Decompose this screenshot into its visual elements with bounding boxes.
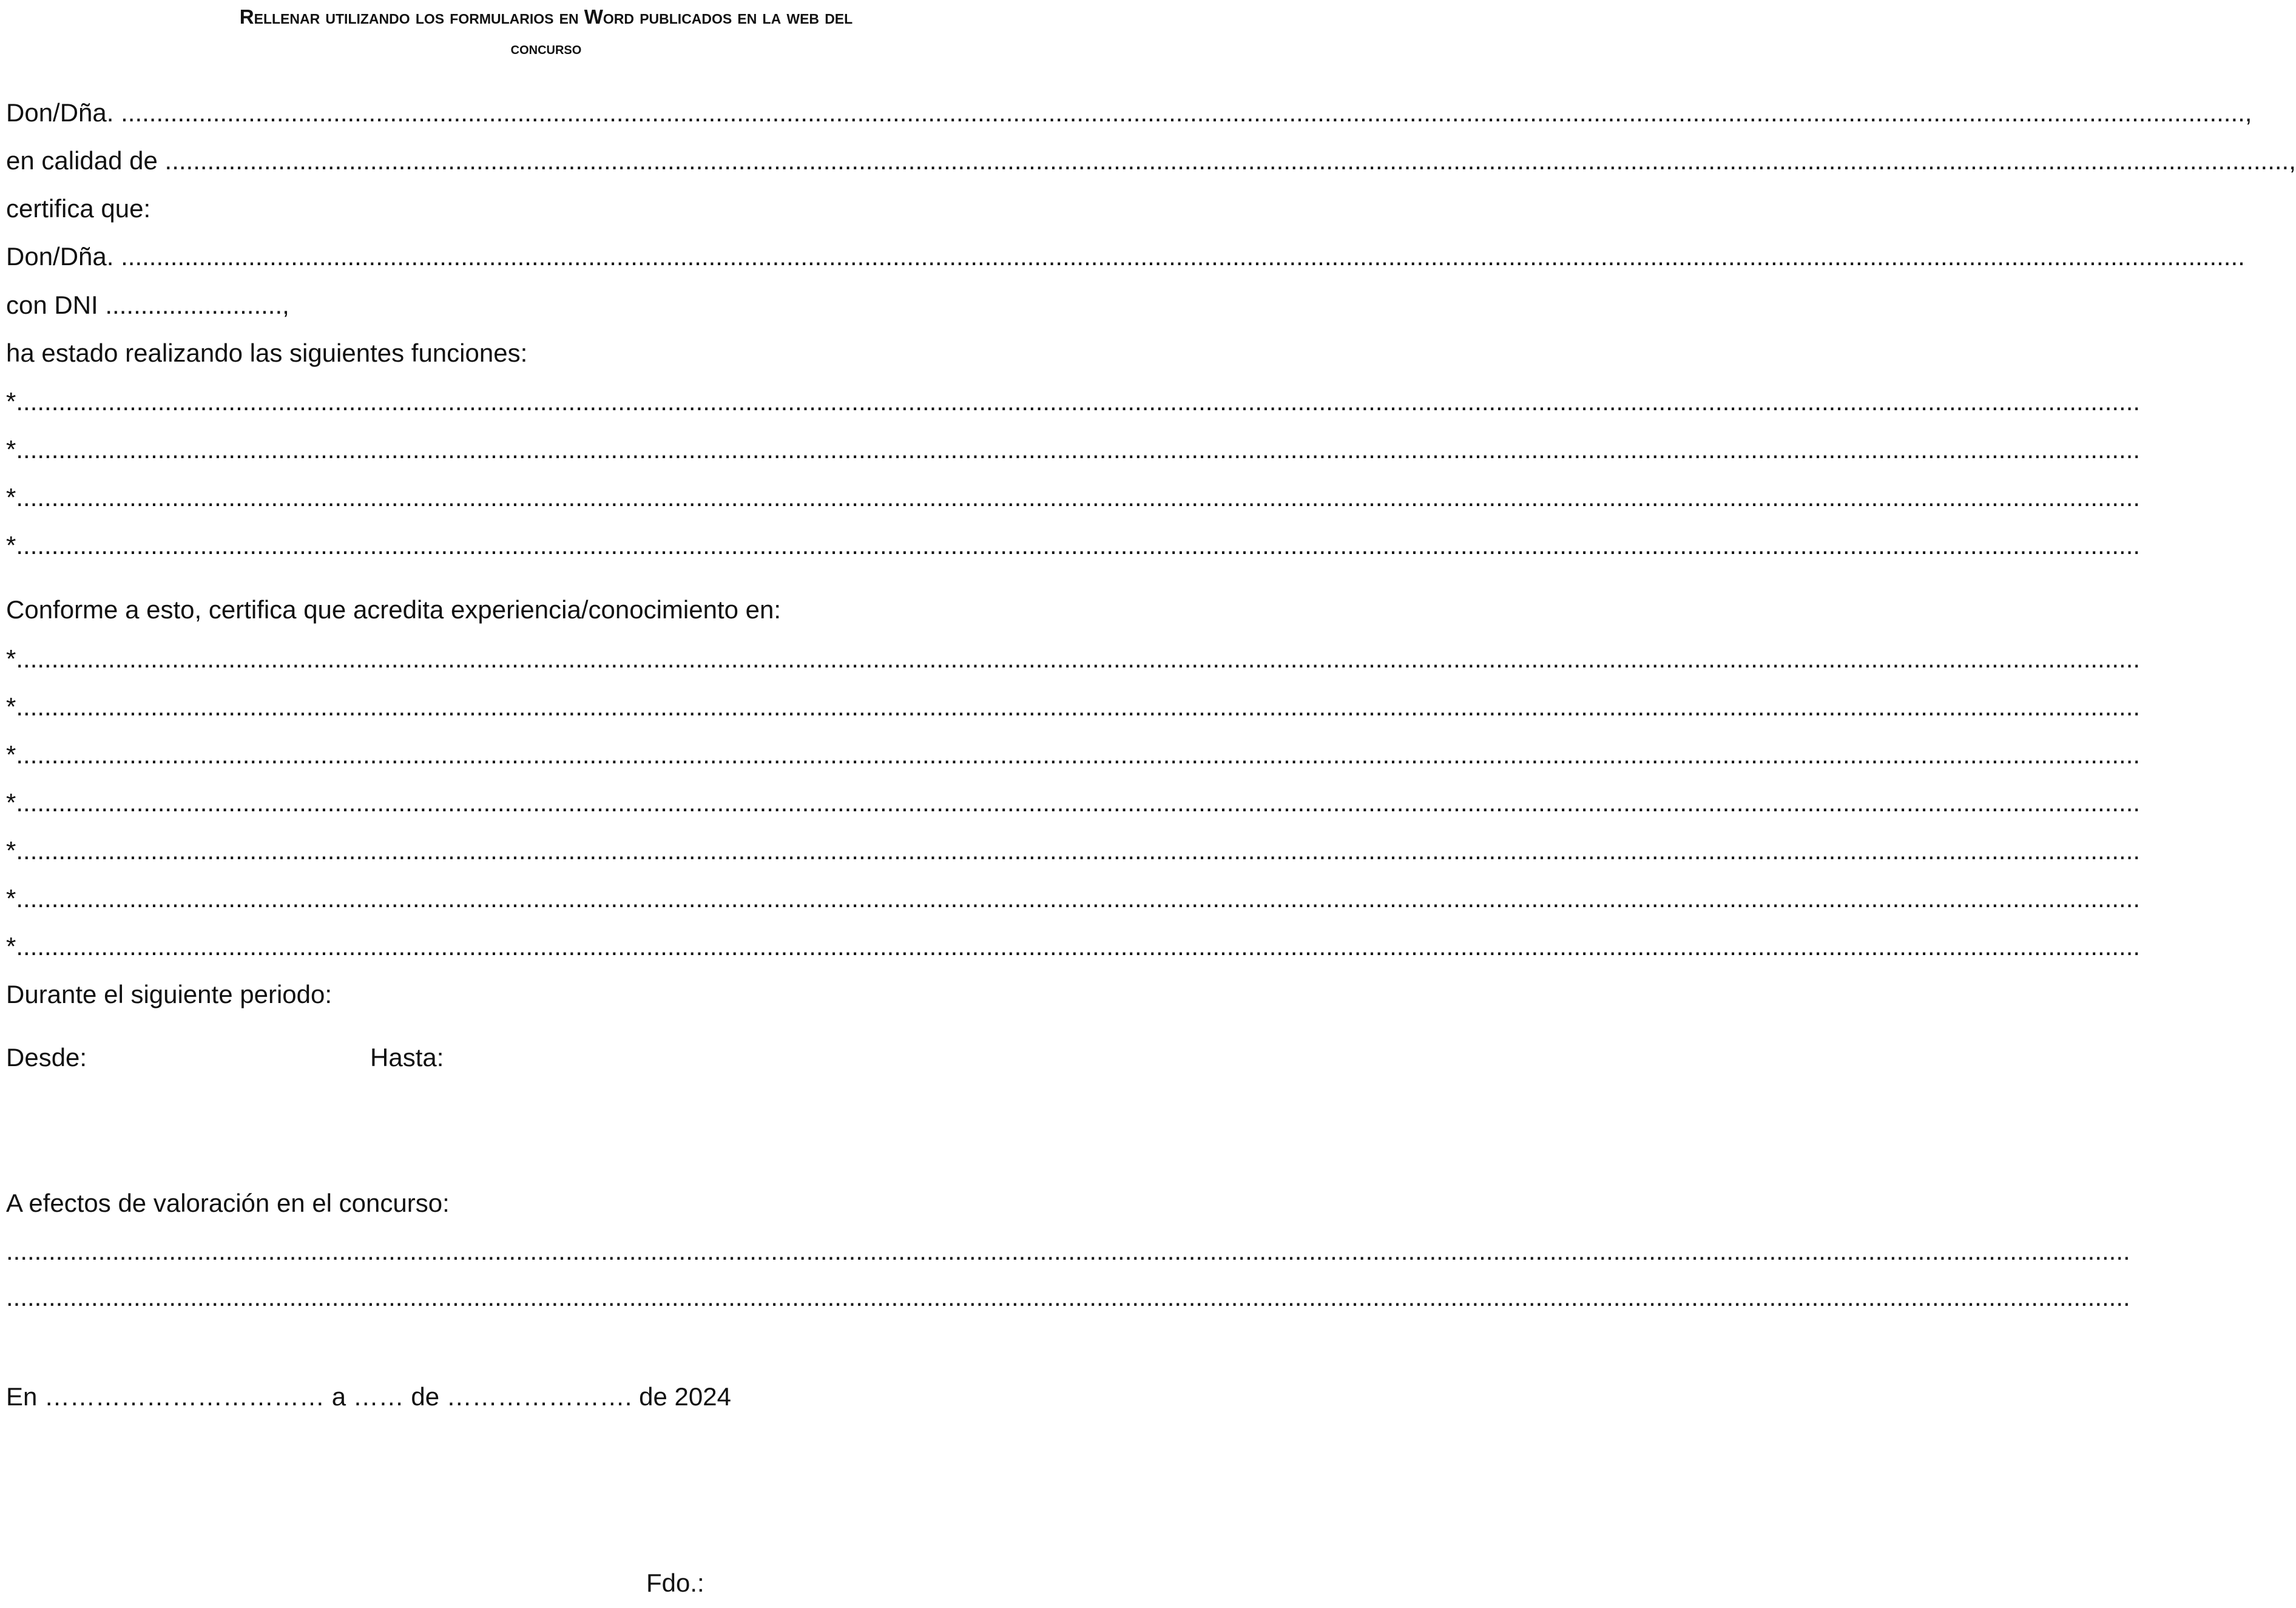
bullet-marker: * — [6, 740, 16, 769]
efectos-dots-1: ............................................................................................................................................................................................................................................................................................................ — [6, 1237, 2130, 1265]
calidad-comma: , — [2289, 146, 2296, 175]
bullet-marker: * — [6, 884, 16, 913]
header-line-2: concurso — [510, 39, 582, 58]
bullet-marker: * — [6, 435, 16, 464]
periodo-fields — [6, 1042, 1081, 1073]
efectos-field-1[interactable] — [6, 1236, 2130, 1266]
bullet-marker: * — [6, 788, 16, 817]
calidad-field[interactable] — [6, 146, 2296, 176]
calidad-dots: ............................................................................................................................................................................................................................................................................................................ — [164, 146, 2289, 175]
fecha-line[interactable]: En …………………………… a …… de …………………. de 2024 — [6, 1382, 731, 1411]
efectos-field-2[interactable] — [6, 1282, 2130, 1312]
experiencia-item[interactable] — [6, 788, 2141, 818]
funcion-item[interactable] — [6, 387, 2141, 417]
firma-label: Fdo.: — [646, 1569, 704, 1597]
dni-label: con DNI — [6, 291, 98, 319]
header-line-1: Rellenar utilizando los formularios en Word publicados en la web del — [239, 5, 853, 28]
funcion-dots: ............................................................................................................................................................................................................................................................................................................ — [16, 435, 2141, 464]
hasta-field[interactable]: Hasta: — [370, 1043, 444, 1072]
funcion-dots: ............................................................................................................................................................................................................................................................................................................ — [16, 483, 2141, 512]
experiencia-dots: ............................................................................................................................................................................................................................................................................................................ — [16, 644, 2141, 673]
don-dots-1: ............................................................................................................................................................................................................................................................................................................ — [121, 98, 2245, 127]
experiencia-dots: ............................................................................................................................................................................................................................................................................................................ — [16, 836, 2141, 865]
experiencia-dots: ............................................................................................................................................................................................................................................................................................................ — [16, 932, 2141, 961]
experiencia-dots: ............................................................................................................................................................................................................................................................................................................ — [16, 740, 2141, 769]
funcion-dots: ............................................................................................................................................................................................................................................................................................................ — [16, 531, 2141, 559]
don-comma-1: , — [2244, 98, 2252, 127]
bullet-marker: * — [6, 483, 16, 512]
desde-field[interactable]: Desde: — [6, 1043, 87, 1072]
experiencia-item[interactable] — [6, 931, 2141, 962]
don-field-2[interactable] — [6, 242, 2245, 272]
funcion-item[interactable] — [6, 434, 2141, 465]
periodo-label: Durante el siguiente periodo: — [6, 980, 333, 1008]
bullet-marker: * — [6, 644, 16, 673]
funcion-item[interactable] — [6, 530, 2141, 561]
bullet-marker: * — [6, 692, 16, 721]
document-header — [24, 1, 1068, 64]
dni-dots: ........................., — [105, 291, 289, 319]
funciones-label: ha estado realizando las siguientes funciones: — [6, 339, 528, 367]
funcion-dots: ............................................................................................................................................................................................................................................................................................................ — [16, 387, 2141, 416]
experiencia-item[interactable] — [6, 644, 2141, 674]
experiencia-item[interactable] — [6, 883, 2141, 914]
calidad-label: en calidad de — [6, 146, 165, 175]
don-label-1: Don/Dña. — [6, 98, 121, 127]
funcion-item[interactable] — [6, 482, 2141, 513]
conforme-label: Conforme a esto, certifica que acredita experiencia/conocimiento en: — [6, 595, 782, 624]
certifica-label: certifica que: — [6, 194, 151, 223]
experiencia-dots: ............................................................................................................................................................................................................................................................................................................ — [16, 788, 2141, 817]
efectos-label: A efectos de valoración en el concurso: — [6, 1189, 450, 1217]
experiencia-dots: ............................................................................................................................................................................................................................................................................................................ — [16, 692, 2141, 721]
efectos-dots-2: ............................................................................................................................................................................................................................................................................................................ — [6, 1283, 2130, 1311]
experiencia-item[interactable] — [6, 836, 2141, 866]
don-field-1[interactable] — [6, 98, 2252, 128]
don-dots-2: ............................................................................................................................................................................................................................................................................................................ — [121, 242, 2245, 271]
experiencia-item[interactable] — [6, 740, 2141, 770]
bullet-marker: * — [6, 932, 16, 961]
dni-field[interactable] — [6, 290, 1081, 320]
don-label-2: Don/Dña. — [6, 242, 121, 271]
bullet-marker: * — [6, 387, 16, 416]
bullet-marker: * — [6, 836, 16, 865]
experiencia-item[interactable] — [6, 692, 2141, 722]
experiencia-dots: ............................................................................................................................................................................................................................................................................................................ — [16, 884, 2141, 913]
bullet-marker: * — [6, 531, 16, 559]
